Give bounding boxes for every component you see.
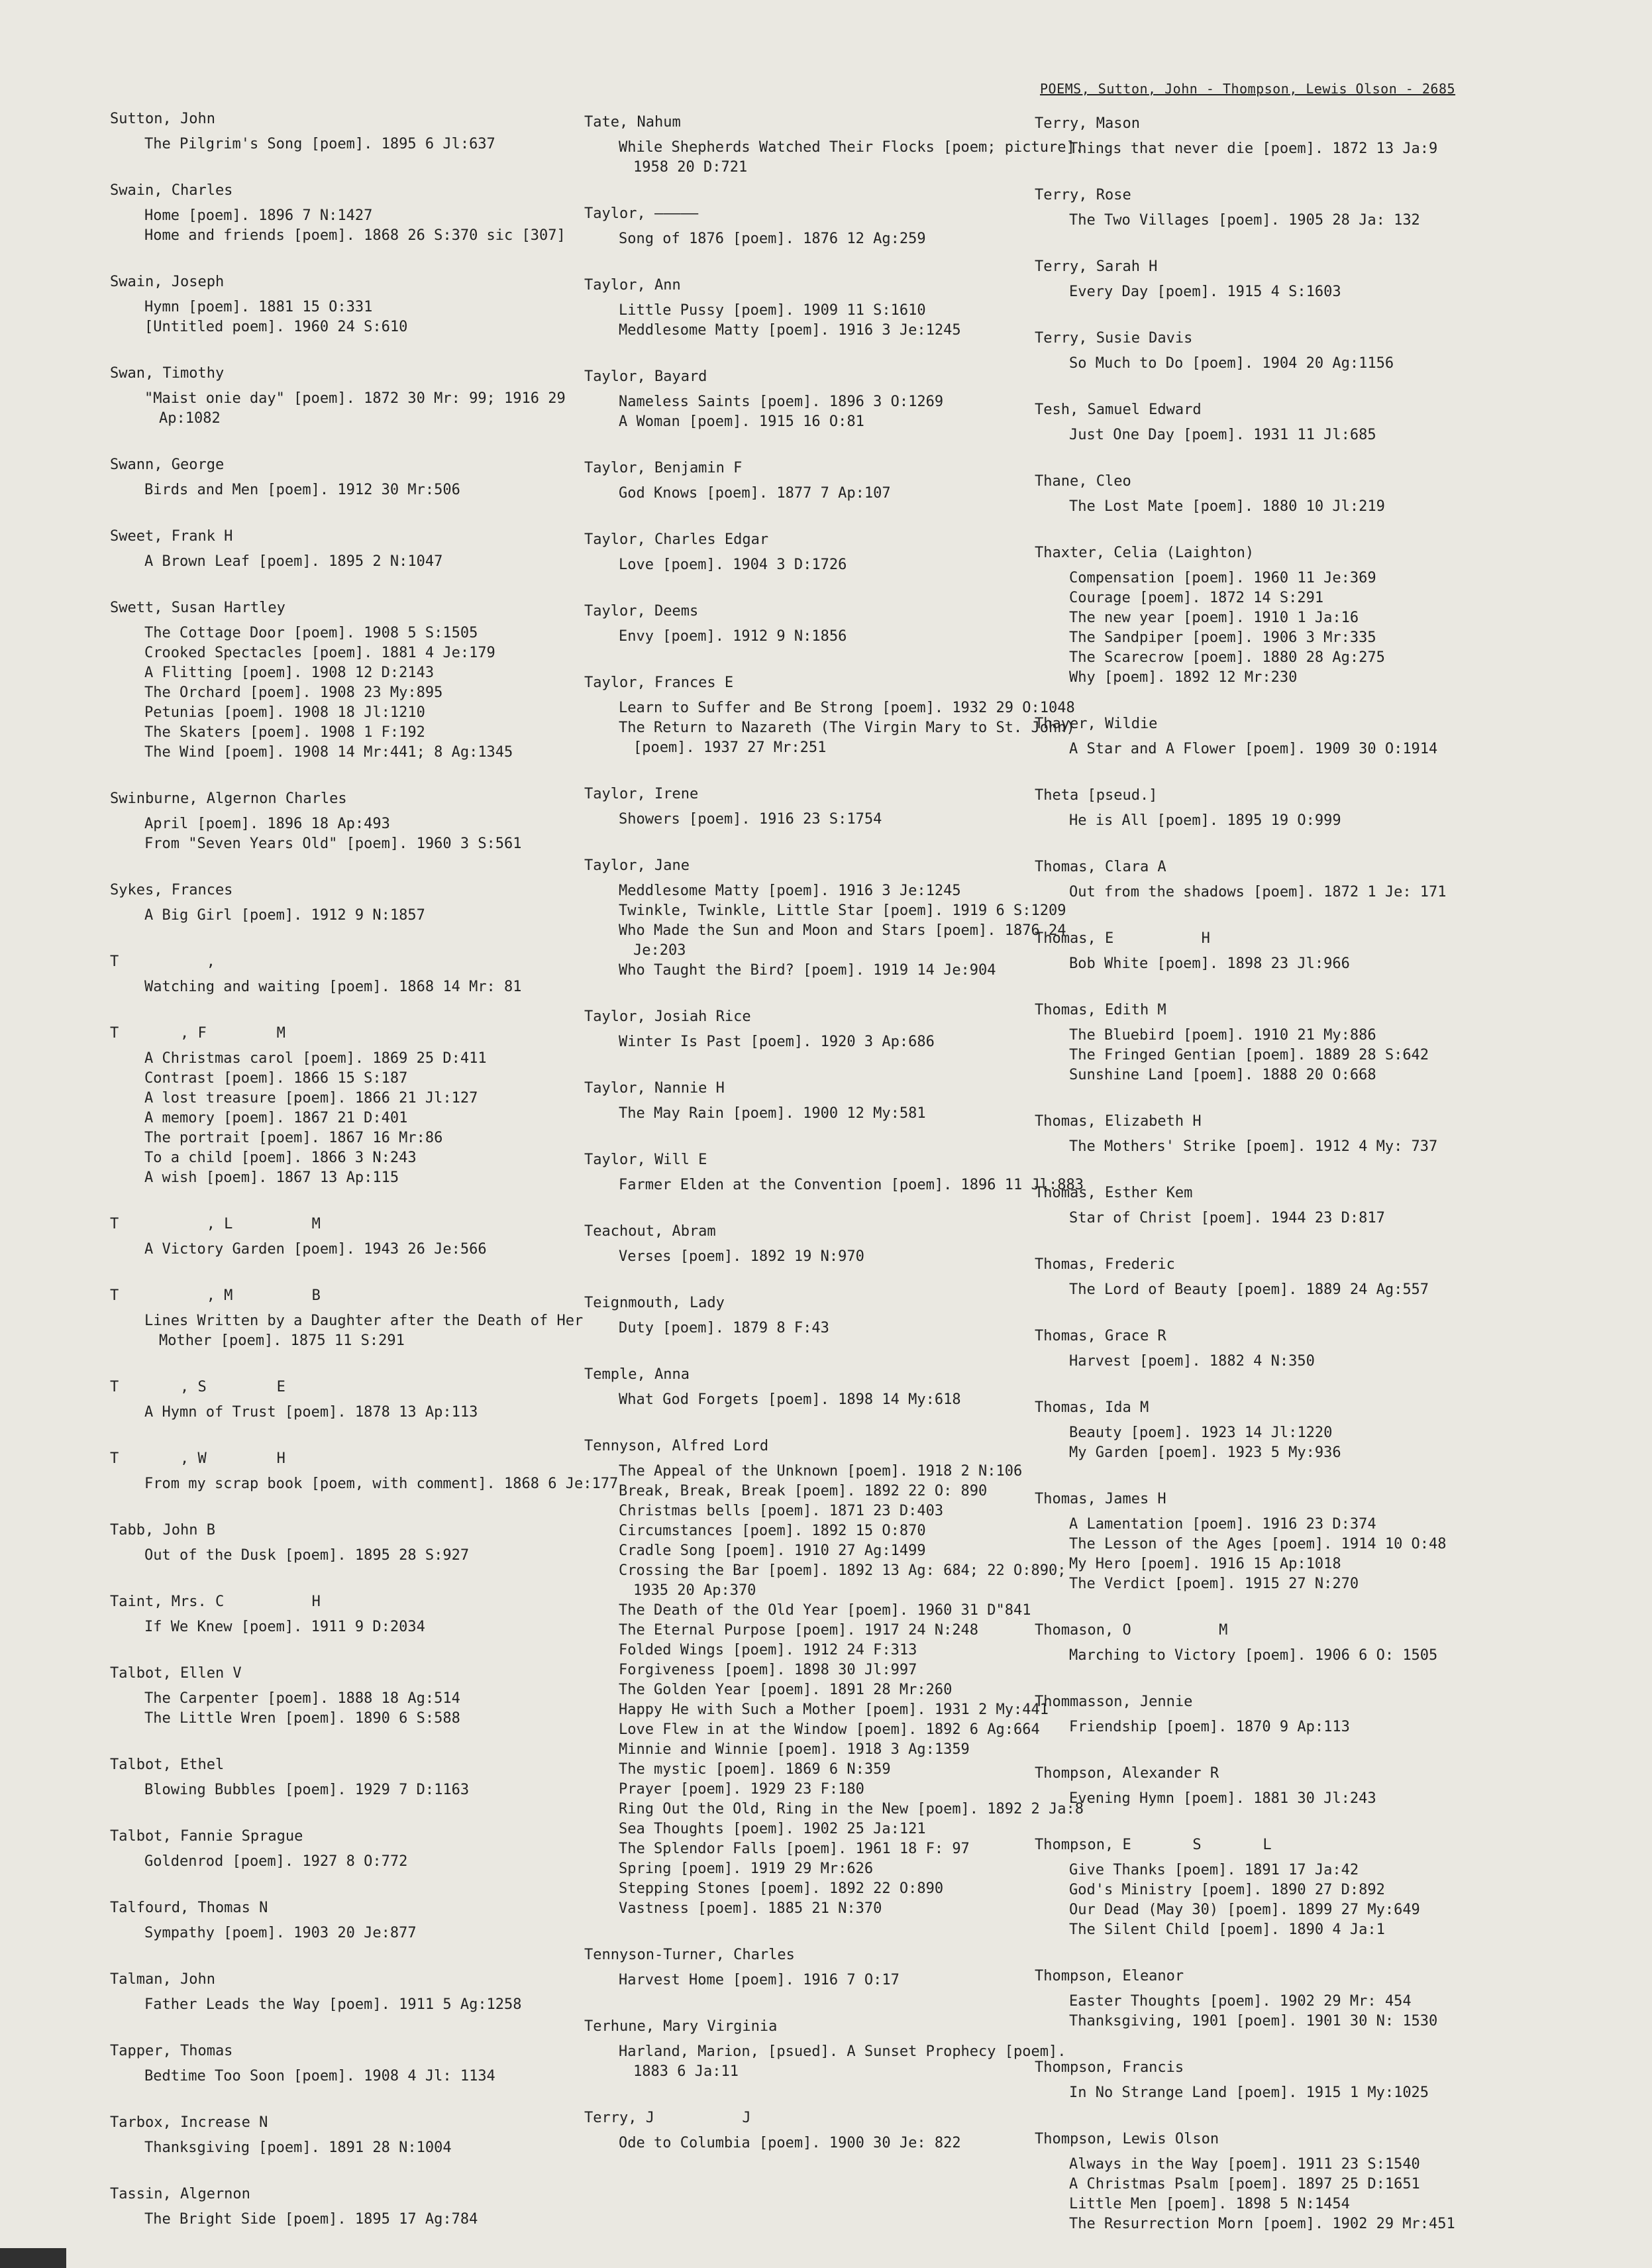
- index-entry: [1035, 786, 1551, 831]
- index-entry: [1035, 1183, 1551, 1228]
- index-entry: [584, 1079, 1101, 1124]
- poem-citation: The Two Villages [poem]. 1905 28 Ja: 132: [1069, 212, 1420, 229]
- index-entry: [1035, 714, 1551, 759]
- author-heading: Thomas, James H: [1035, 1491, 1166, 1507]
- poem-citation: Goldenrod [poem]. 1927 8 O:772: [144, 1853, 408, 1870]
- index-entry: [110, 1449, 627, 1494]
- poem-citation: Marching to Victory [poem]. 1906 6 O: 1505: [1069, 1647, 1438, 1664]
- index-entry: [1035, 1967, 1551, 2031]
- poem-citation: Ode to Columbia [poem]. 1900 30 Je: 822: [619, 2135, 961, 2151]
- index-entry: [110, 1592, 627, 1637]
- poem-citation: A Victory Garden [poem]. 1943 26 Je:566: [144, 1241, 487, 1258]
- index-entry: [110, 181, 627, 246]
- poem-citation: Crossing the Bar [poem]. 1892 13 Ag: 684; 22 O:890; 1935 20 Ap:370: [619, 1562, 1066, 1599]
- index-entry: [584, 1293, 1101, 1338]
- author-heading: Thomas, Elizabeth H: [1035, 1113, 1202, 1130]
- poem-citation: The Bright Side [poem]. 1895 17 Ag:784: [144, 2211, 478, 2228]
- poem-citation: Thanksgiving [poem]. 1891 28 N:1004: [144, 2139, 452, 2156]
- poem-citation: The Verdict [poem]. 1915 27 N:270: [1069, 1576, 1359, 1592]
- author-heading: Thomas, Ida M: [1035, 1399, 1149, 1416]
- poem-citation: Give Thanks [poem]. 1891 17 Ja:42: [1069, 1862, 1359, 1878]
- author-heading: Thomas, Frederic: [1035, 1256, 1175, 1273]
- poem-citation: Compensation [poem]. 1960 11 Je:369: [1069, 570, 1376, 586]
- author-heading: T , S E: [110, 1379, 285, 1395]
- index-entry: [584, 1365, 1101, 1410]
- poem-citation: A wish [poem]. 1867 13 Ap:115: [144, 1169, 399, 1186]
- poem-citation: A Big Girl [poem]. 1912 9 N:1857: [144, 907, 425, 924]
- poem-citation: Showers [poem]. 1916 23 S:1754: [619, 811, 882, 828]
- index-entry: [110, 2185, 627, 2230]
- poem-citation: Folded Wings [poem]. 1912 24 F:313: [619, 1642, 917, 1658]
- index-entry: [110, 364, 627, 429]
- poem-citation: The Splendor Falls [poem]. 1961 18 F: 97: [619, 1841, 970, 1857]
- author-heading: Teachout, Abram: [584, 1223, 716, 1240]
- poem-citation: Twinkle, Twinkle, Little Star [poem]. 1919 6 S:1209: [619, 902, 1066, 919]
- author-heading: Tennyson-Turner, Charles: [584, 1947, 795, 1963]
- index-entry: [110, 1521, 627, 1566]
- author-heading: Thane, Cleo: [1035, 473, 1131, 490]
- poem-citation: What God Forgets [poem]. 1898 14 My:618: [619, 1391, 961, 1408]
- author-heading: Thomason, O M: [1035, 1622, 1228, 1639]
- author-heading: Taylor, Josiah Rice: [584, 1008, 751, 1025]
- poem-citation: April [poem]. 1896 18 Ap:493: [144, 816, 390, 832]
- poem-citation: The Wind [poem]. 1908 14 Mr:441; 8 Ag:1345: [144, 744, 513, 761]
- author-heading: Tassin, Algernon: [110, 2186, 250, 2202]
- author-heading: T , W H: [110, 1450, 285, 1467]
- author-heading: Swain, Charles: [110, 182, 233, 199]
- poem-citation: The Golden Year [poem]. 1891 28 Mr:260: [619, 1682, 953, 1698]
- author-heading: Taylor, Jane: [584, 857, 690, 874]
- author-heading: Talbot, Fannie Sprague: [110, 1828, 303, 1845]
- author-heading: Taylor, Ann: [584, 277, 681, 294]
- poem-citation: Cradle Song [poem]. 1910 27 Ag:1499: [619, 1542, 926, 1559]
- poem-citation: Harvest [poem]. 1882 4 N:350: [1069, 1353, 1315, 1370]
- poem-citation: A Hymn of Trust [poem]. 1878 13 Ap:113: [144, 1404, 478, 1421]
- poem-citation: The Silent Child [poem]. 1890 4 Ja:1: [1069, 1921, 1385, 1938]
- author-heading: Terry, Rose: [1035, 187, 1131, 203]
- index-entry: [584, 1222, 1101, 1267]
- scan-edge: [0, 2248, 66, 2268]
- index-entry: [110, 1286, 627, 1351]
- author-heading: Swan, Timothy: [110, 365, 225, 382]
- index-entry: [110, 598, 627, 763]
- index-entry: [584, 367, 1101, 432]
- poem-citation: Minnie and Winnie [poem]. 1918 3 Ag:1359: [619, 1741, 970, 1758]
- poem-citation: The Little Wren [poem]. 1890 6 S:588: [144, 1710, 460, 1727]
- index-entry: [1035, 1112, 1551, 1157]
- poem-citation: The Lesson of the Ages [poem]. 1914 10 O:48: [1069, 1536, 1447, 1552]
- author-heading: Taylor, —————: [584, 205, 699, 222]
- poem-citation: Just One Day [poem]. 1931 11 Jl:685: [1069, 427, 1376, 443]
- poem-citation: A memory [poem]. 1867 21 D:401: [144, 1110, 408, 1126]
- author-heading: Tabb, John B: [110, 1522, 215, 1539]
- poem-citation: Vastness [poem]. 1885 21 N:370: [619, 1900, 882, 1917]
- index-entry: [110, 1755, 627, 1800]
- poem-citation: Winter Is Past [poem]. 1920 3 Ap:686: [619, 1034, 935, 1050]
- index-entry: [584, 1436, 1101, 1919]
- index-entry: [1035, 1692, 1551, 1737]
- poem-citation: The Fringed Gentian [poem]. 1889 28 S:642: [1069, 1047, 1429, 1063]
- poem-citation: Lines Written by a Daughter after the Death of Her Mother [poem]. 1875 11 S:291: [144, 1313, 584, 1349]
- poem-citation: Things that never die [poem]. 1872 13 Ja:9: [1069, 140, 1438, 157]
- index-entry: [1035, 1000, 1551, 1085]
- poem-citation: He is All [poem]. 1895 19 O:999: [1069, 812, 1341, 829]
- author-heading: Sutton, John: [110, 111, 215, 127]
- poem-citation: Meddlesome Matty [poem]. 1916 3 Je:1245: [619, 322, 961, 339]
- index-entry: [584, 1150, 1101, 1195]
- poem-citation: The Return to Nazareth (The Virgin Mary to St. John) [poem]. 1937 27 Mr:251: [619, 720, 1075, 756]
- poem-citation: A Brown Leaf [poem]. 1895 2 N:1047: [144, 553, 443, 570]
- poem-citation: Bob White [poem]. 1898 23 Jl:966: [1069, 955, 1350, 972]
- author-heading: Talfourd, Thomas N: [110, 1900, 268, 1916]
- poem-citation: My Garden [poem]. 1923 5 My:936: [1069, 1444, 1341, 1461]
- poem-citation: Home [poem]. 1896 7 N:1427: [144, 207, 373, 224]
- author-heading: Temple, Anna: [584, 1366, 690, 1383]
- author-heading: Taint, Mrs. C H: [110, 1593, 321, 1610]
- author-heading: Tapper, Thomas: [110, 2043, 233, 2059]
- index-entry: [584, 2017, 1101, 2082]
- index-entry: [110, 109, 627, 154]
- author-heading: Talman, John: [110, 1971, 215, 1988]
- index-entry: [110, 455, 627, 500]
- poem-citation: [Untitled poem]. 1960 24 S:610: [144, 319, 408, 335]
- poem-citation: A Lamentation [poem]. 1916 23 D:374: [1069, 1516, 1376, 1533]
- poem-citation: Home and friends [poem]. 1868 26 S:370 sic [307]: [144, 227, 566, 244]
- poem-citation: Stepping Stones [poem]. 1892 22 O:890: [619, 1880, 944, 1897]
- index-entry: [110, 527, 627, 572]
- poem-citation: God Knows [poem]. 1877 7 Ap:107: [619, 485, 891, 502]
- author-heading: Tate, Nahum: [584, 114, 681, 131]
- index-entry: [1035, 929, 1551, 974]
- poem-citation: Break, Break, Break [poem]. 1892 22 O: 890: [619, 1483, 988, 1499]
- author-heading: Thayer, Wildie: [1035, 716, 1158, 732]
- poem-citation: "Maist onie day" [poem]. 1872 30 Mr: 99; 1916 29 Ap:1082: [144, 390, 566, 427]
- poem-citation: The Pilgrim's Song [poem]. 1895 6 Jl:637: [144, 136, 495, 152]
- poem-citation: My Hero [poem]. 1916 15 Ap:1018: [1069, 1556, 1341, 1572]
- poem-citation: Easter Thoughts [poem]. 1902 29 Mr: 454: [1069, 1993, 1412, 2010]
- author-heading: Talbot, Ellen V: [110, 1665, 242, 1682]
- author-heading: Tennyson, Alfred Lord: [584, 1438, 769, 1454]
- poem-citation: In No Strange Land [poem]. 1915 1 My:1025: [1069, 2084, 1429, 2101]
- poem-citation: The Lost Mate [poem]. 1880 10 Jl:219: [1069, 498, 1385, 515]
- author-heading: Taylor, Will E: [584, 1152, 707, 1168]
- poem-citation: The Orchard [poem]. 1908 23 My:895: [144, 684, 443, 701]
- poem-citation: The mystic [poem]. 1869 6 N:359: [619, 1761, 891, 1778]
- index-entry: [110, 881, 627, 926]
- index-entry: [1035, 186, 1551, 231]
- poem-citation: Little Pussy [poem]. 1909 11 S:1610: [619, 302, 926, 319]
- author-heading: T ,: [110, 953, 215, 970]
- running-header: POEMS, Sutton, John - Thompson, Lewis Olson - 2685: [1040, 81, 1456, 97]
- index-entry: [110, 272, 627, 337]
- poem-citation: Thanksgiving, 1901 [poem]. 1901 30 N: 1530: [1069, 2013, 1438, 2029]
- poem-citation: The Death of the Old Year [poem]. 1960 31 D"841: [619, 1602, 1031, 1619]
- poem-citation: A Star and A Flower [poem]. 1909 30 O:1914: [1069, 741, 1438, 757]
- poem-citation: The Scarecrow [poem]. 1880 28 Ag:275: [1069, 649, 1385, 666]
- poem-citation: Birds and Men [poem]. 1912 30 Mr:506: [144, 482, 460, 498]
- index-entry: [584, 1007, 1101, 1052]
- column-right: [1035, 114, 1551, 2261]
- poem-citation: Out of the Dusk [poem]. 1895 28 S:927: [144, 1547, 470, 1564]
- index-entry: [1035, 1255, 1551, 1300]
- poem-citation: If We Knew [poem]. 1911 9 D:2034: [144, 1619, 425, 1635]
- poem-citation: Sympathy [poem]. 1903 20 Je:877: [144, 1925, 417, 1941]
- poem-citation: Meddlesome Matty [poem]. 1916 3 Je:1245: [619, 883, 961, 899]
- poem-citation: So Much to Do [poem]. 1904 20 Ag:1156: [1069, 355, 1394, 372]
- poem-citation: Star of Christ [poem]. 1944 23 D:817: [1069, 1210, 1385, 1226]
- poem-citation: Harvest Home [poem]. 1916 7 O:17: [619, 1972, 900, 1988]
- index-entry: [1035, 2058, 1551, 2103]
- index-entry: [1035, 114, 1551, 159]
- index-entry: [584, 784, 1101, 830]
- index-entry: [584, 1945, 1101, 1990]
- index-entry: [584, 602, 1101, 647]
- poem-citation: A Flitting [poem]. 1908 12 D:2143: [144, 665, 435, 681]
- index-entry: [110, 1664, 627, 1729]
- author-heading: Thaxter, Celia (Laighton): [1035, 545, 1255, 561]
- poem-citation: Father Leads the Way [poem]. 1911 5 Ag:1258: [144, 1996, 522, 2013]
- index-entry: [1035, 543, 1551, 688]
- author-heading: Taylor, Charles Edgar: [584, 531, 769, 548]
- index-entry: [584, 530, 1101, 575]
- author-heading: Terry, J J: [584, 2110, 751, 2126]
- poem-citation: Who Taught the Bird? [poem]. 1919 14 Je:904: [619, 962, 996, 979]
- author-heading: Taylor, Nannie H: [584, 1080, 725, 1097]
- column-middle: [584, 113, 1101, 2180]
- poem-citation: Hymn [poem]. 1881 15 O:331: [144, 299, 373, 315]
- poem-citation: From my scrap book [poem, with comment]. 1868 6 Je:177: [144, 1476, 619, 1492]
- poem-citation: Duty [poem]. 1879 8 F:43: [619, 1320, 829, 1336]
- poem-citation: Learn to Suffer and Be Strong [poem]. 1932 29 O:1048: [619, 700, 1075, 716]
- poem-citation: Farmer Elden at the Convention [poem]. 1896 11 Jl:883: [619, 1177, 1084, 1193]
- poem-citation: God's Ministry [poem]. 1890 27 D:892: [1069, 1882, 1385, 1898]
- poem-citation: Nameless Saints [poem]. 1896 3 O:1269: [619, 394, 944, 410]
- poem-citation: A lost treasure [poem]. 1866 21 Jl:127: [144, 1090, 478, 1107]
- poem-citation: Our Dead (May 30) [poem]. 1899 27 My:649: [1069, 1902, 1420, 1918]
- poem-citation: Ring Out the Old, Ring in the New [poem]. 1892 2 Ja:8: [619, 1801, 1084, 1817]
- index-entry: [1035, 857, 1551, 902]
- index-entry: [584, 276, 1101, 341]
- poem-citation: A Christmas Psalm [poem]. 1897 25 D:1651: [1069, 2176, 1420, 2192]
- author-heading: Swett, Susan Hartley: [110, 600, 285, 616]
- author-heading: Sykes, Frances: [110, 882, 233, 898]
- index-entry: [110, 2041, 627, 2086]
- poem-citation: Who Made the Sun and Moon and Stars [poem]. 1876 24 Je:203: [619, 922, 1066, 959]
- author-heading: Terry, Sarah H: [1035, 258, 1158, 275]
- poem-citation: Christmas bells [poem]. 1871 23 D:403: [619, 1503, 944, 1519]
- author-heading: T , M B: [110, 1287, 321, 1304]
- index-entry: [1035, 1764, 1551, 1809]
- poem-citation: Love [poem]. 1904 3 D:1726: [619, 557, 847, 573]
- poem-citation: Friendship [poem]. 1870 9 Ap:113: [1069, 1719, 1350, 1735]
- index-entry: [110, 1024, 627, 1188]
- author-heading: Terhune, Mary Virginia: [584, 2018, 778, 2035]
- index-entry: [110, 789, 627, 854]
- author-heading: T , L M: [110, 1216, 321, 1232]
- index-entry: [1035, 1489, 1551, 1594]
- author-heading: Theta [pseud.]: [1035, 787, 1158, 804]
- poem-citation: A Christmas carol [poem]. 1869 25 D:411: [144, 1050, 487, 1067]
- poem-citation: While Shepherds Watched Their Flocks [poem; picture]. 1958 20 D:721: [619, 139, 1084, 176]
- index-entry: [110, 1377, 627, 1423]
- index-entry: [584, 2108, 1101, 2153]
- poem-citation: Evening Hymn [poem]. 1881 30 Jl:243: [1069, 1790, 1376, 1807]
- author-heading: Thomas, Clara A: [1035, 859, 1166, 875]
- index-entry: [1035, 329, 1551, 374]
- author-heading: Taylor, Irene: [584, 786, 699, 802]
- index-entry: [110, 1827, 627, 1872]
- poem-citation: Beauty [poem]. 1923 14 Jl:1220: [1069, 1425, 1333, 1441]
- poem-citation: Love Flew in at the Window [poem]. 1892 6 Ag:664: [619, 1721, 1040, 1738]
- poem-citation: Every Day [poem]. 1915 4 S:1603: [1069, 284, 1341, 300]
- author-heading: Tesh, Samuel Edward: [1035, 402, 1202, 418]
- poem-citation: Harland, Marion, [psued]. A Sunset Prophecy [poem]. 1883 6 Ja:11: [619, 2043, 1066, 2080]
- author-heading: Swann, George: [110, 457, 225, 473]
- index-entry: [110, 952, 627, 997]
- column-left: [110, 109, 627, 2256]
- poem-citation: The new year [poem]. 1910 1 Ja:16: [1069, 610, 1359, 626]
- author-heading: Thompson, Lewis Olson: [1035, 2131, 1219, 2147]
- author-heading: Taylor, Benjamin F: [584, 460, 743, 476]
- author-heading: Taylor, Deems: [584, 603, 699, 620]
- poem-citation: Spring [poem]. 1919 29 Mr:626: [619, 1861, 874, 1877]
- author-heading: T , F M: [110, 1025, 285, 1042]
- poem-citation: Song of 1876 [poem]. 1876 12 Ag:259: [619, 231, 926, 247]
- author-heading: Thomas, Edith M: [1035, 1002, 1166, 1018]
- poem-citation: The Resurrection Morn [poem]. 1902 29 Mr:451: [1069, 2216, 1455, 2232]
- index-entry: [110, 1970, 627, 2015]
- poem-citation: The Cottage Door [poem]. 1908 5 S:1505: [144, 625, 478, 641]
- author-heading: Terry, Susie Davis: [1035, 330, 1193, 347]
- index-entry: [584, 113, 1101, 178]
- poem-citation: Happy He with Such a Mother [poem]. 1931 2 My:441: [619, 1701, 1049, 1718]
- poem-citation: The Carpenter [poem]. 1888 18 Ag:514: [144, 1690, 460, 1707]
- poem-citation: The Mothers' Strike [poem]. 1912 4 My: 737: [1069, 1138, 1438, 1155]
- author-heading: Thomas, Esther Kem: [1035, 1185, 1193, 1201]
- poem-citation: Petunias [poem]. 1908 18 Jl:1210: [144, 704, 425, 721]
- author-heading: Thomas, E H: [1035, 930, 1210, 947]
- index-entry: [110, 1898, 627, 1943]
- author-heading: Talbot, Ethel: [110, 1756, 225, 1773]
- poem-citation: The portrait [poem]. 1867 16 Mr:86: [144, 1130, 443, 1146]
- author-heading: Teignmouth, Lady: [584, 1295, 725, 1311]
- author-heading: Taylor, Frances E: [584, 675, 734, 691]
- author-heading: Terry, Mason: [1035, 115, 1140, 132]
- index-entry: [110, 1215, 627, 1260]
- poem-citation: Prayer [poem]. 1929 23 F:180: [619, 1781, 864, 1798]
- author-heading: Thompson, E S L: [1035, 1837, 1272, 1853]
- poem-citation: Circumstances [poem]. 1892 15 O:870: [619, 1523, 926, 1539]
- poem-citation: Sea Thoughts [poem]. 1902 25 Ja:121: [619, 1821, 926, 1837]
- index-entry: [1035, 472, 1551, 517]
- poem-citation: Courage [poem]. 1872 14 S:291: [1069, 590, 1324, 606]
- author-heading: Tarbox, Increase N: [110, 2114, 268, 2131]
- poem-citation: The Sandpiper [poem]. 1906 3 Mr:335: [1069, 629, 1376, 646]
- poem-citation: Bedtime Too Soon [poem]. 1908 4 Jl: 1134: [144, 2068, 495, 2084]
- author-heading: Thomas, Grace R: [1035, 1328, 1166, 1344]
- index-entry: [1035, 2130, 1551, 2234]
- index-entry: [1035, 1621, 1551, 1666]
- author-heading: Swinburne, Algernon Charles: [110, 790, 347, 807]
- poem-citation: The Eternal Purpose [poem]. 1917 24 N:248: [619, 1622, 979, 1639]
- author-heading: Thompson, Francis: [1035, 2059, 1184, 2076]
- author-heading: Thommasson, Jennie: [1035, 1694, 1193, 1710]
- poem-citation: The May Rain [poem]. 1900 12 My:581: [619, 1105, 926, 1122]
- index-entry: [1035, 1398, 1551, 1463]
- index-entry: [584, 673, 1101, 758]
- index-entry: [584, 204, 1101, 249]
- poem-citation: Watching and waiting [poem]. 1868 14 Mr: 81: [144, 979, 522, 995]
- poem-citation: Always in the Way [poem]. 1911 23 S:1540: [1069, 2156, 1420, 2173]
- author-heading: Thompson, Alexander R: [1035, 1765, 1219, 1782]
- poem-citation: To a child [poem]. 1866 3 N:243: [144, 1150, 417, 1166]
- poem-citation: Envy [poem]. 1912 9 N:1856: [619, 628, 847, 645]
- author-heading: Swain, Joseph: [110, 274, 225, 290]
- poem-citation: The Bluebird [poem]. 1910 21 My:886: [1069, 1027, 1376, 1044]
- author-heading: Thompson, Eleanor: [1035, 1968, 1184, 1984]
- poem-citation: The Lord of Beauty [poem]. 1889 24 Ag:557: [1069, 1281, 1429, 1298]
- poem-citation: The Appeal of the Unknown [poem]. 1918 2 N:106: [619, 1463, 1023, 1480]
- index-entry: [584, 856, 1101, 981]
- poem-citation: Little Men [poem]. 1898 5 N:1454: [1069, 2196, 1350, 2212]
- poem-citation: Contrast [poem]. 1866 15 S:187: [144, 1070, 408, 1087]
- poem-citation: Blowing Bubbles [poem]. 1929 7 D:1163: [144, 1782, 470, 1798]
- index-entry: [584, 459, 1101, 504]
- poem-citation: A Woman [poem]. 1915 16 O:81: [619, 413, 864, 430]
- author-heading: Sweet, Frank H: [110, 528, 233, 545]
- poem-citation: Forgiveness [poem]. 1898 30 Jl:997: [619, 1662, 917, 1678]
- poem-citation: Crooked Spectacles [poem]. 1881 4 Je:179: [144, 645, 495, 661]
- author-heading: Taylor, Bayard: [584, 368, 707, 385]
- index-entry: [1035, 1835, 1551, 1940]
- poem-citation: Why [poem]. 1892 12 Mr:230: [1069, 669, 1298, 686]
- index-entry: [1035, 257, 1551, 302]
- index-entry: [110, 2113, 627, 2158]
- poem-citation: Sunshine Land [poem]. 1888 20 O:668: [1069, 1067, 1376, 1083]
- poem-citation: The Skaters [poem]. 1908 1 F:192: [144, 724, 425, 741]
- poem-citation: Out from the shadows [poem]. 1872 1 Je: 171: [1069, 884, 1447, 900]
- index-entry: [1035, 1326, 1551, 1372]
- poem-citation: Verses [poem]. 1892 19 N:970: [619, 1248, 864, 1265]
- poem-citation: From "Seven Years Old" [poem]. 1960 3 S:561: [144, 836, 522, 852]
- index-entry: [1035, 400, 1551, 445]
